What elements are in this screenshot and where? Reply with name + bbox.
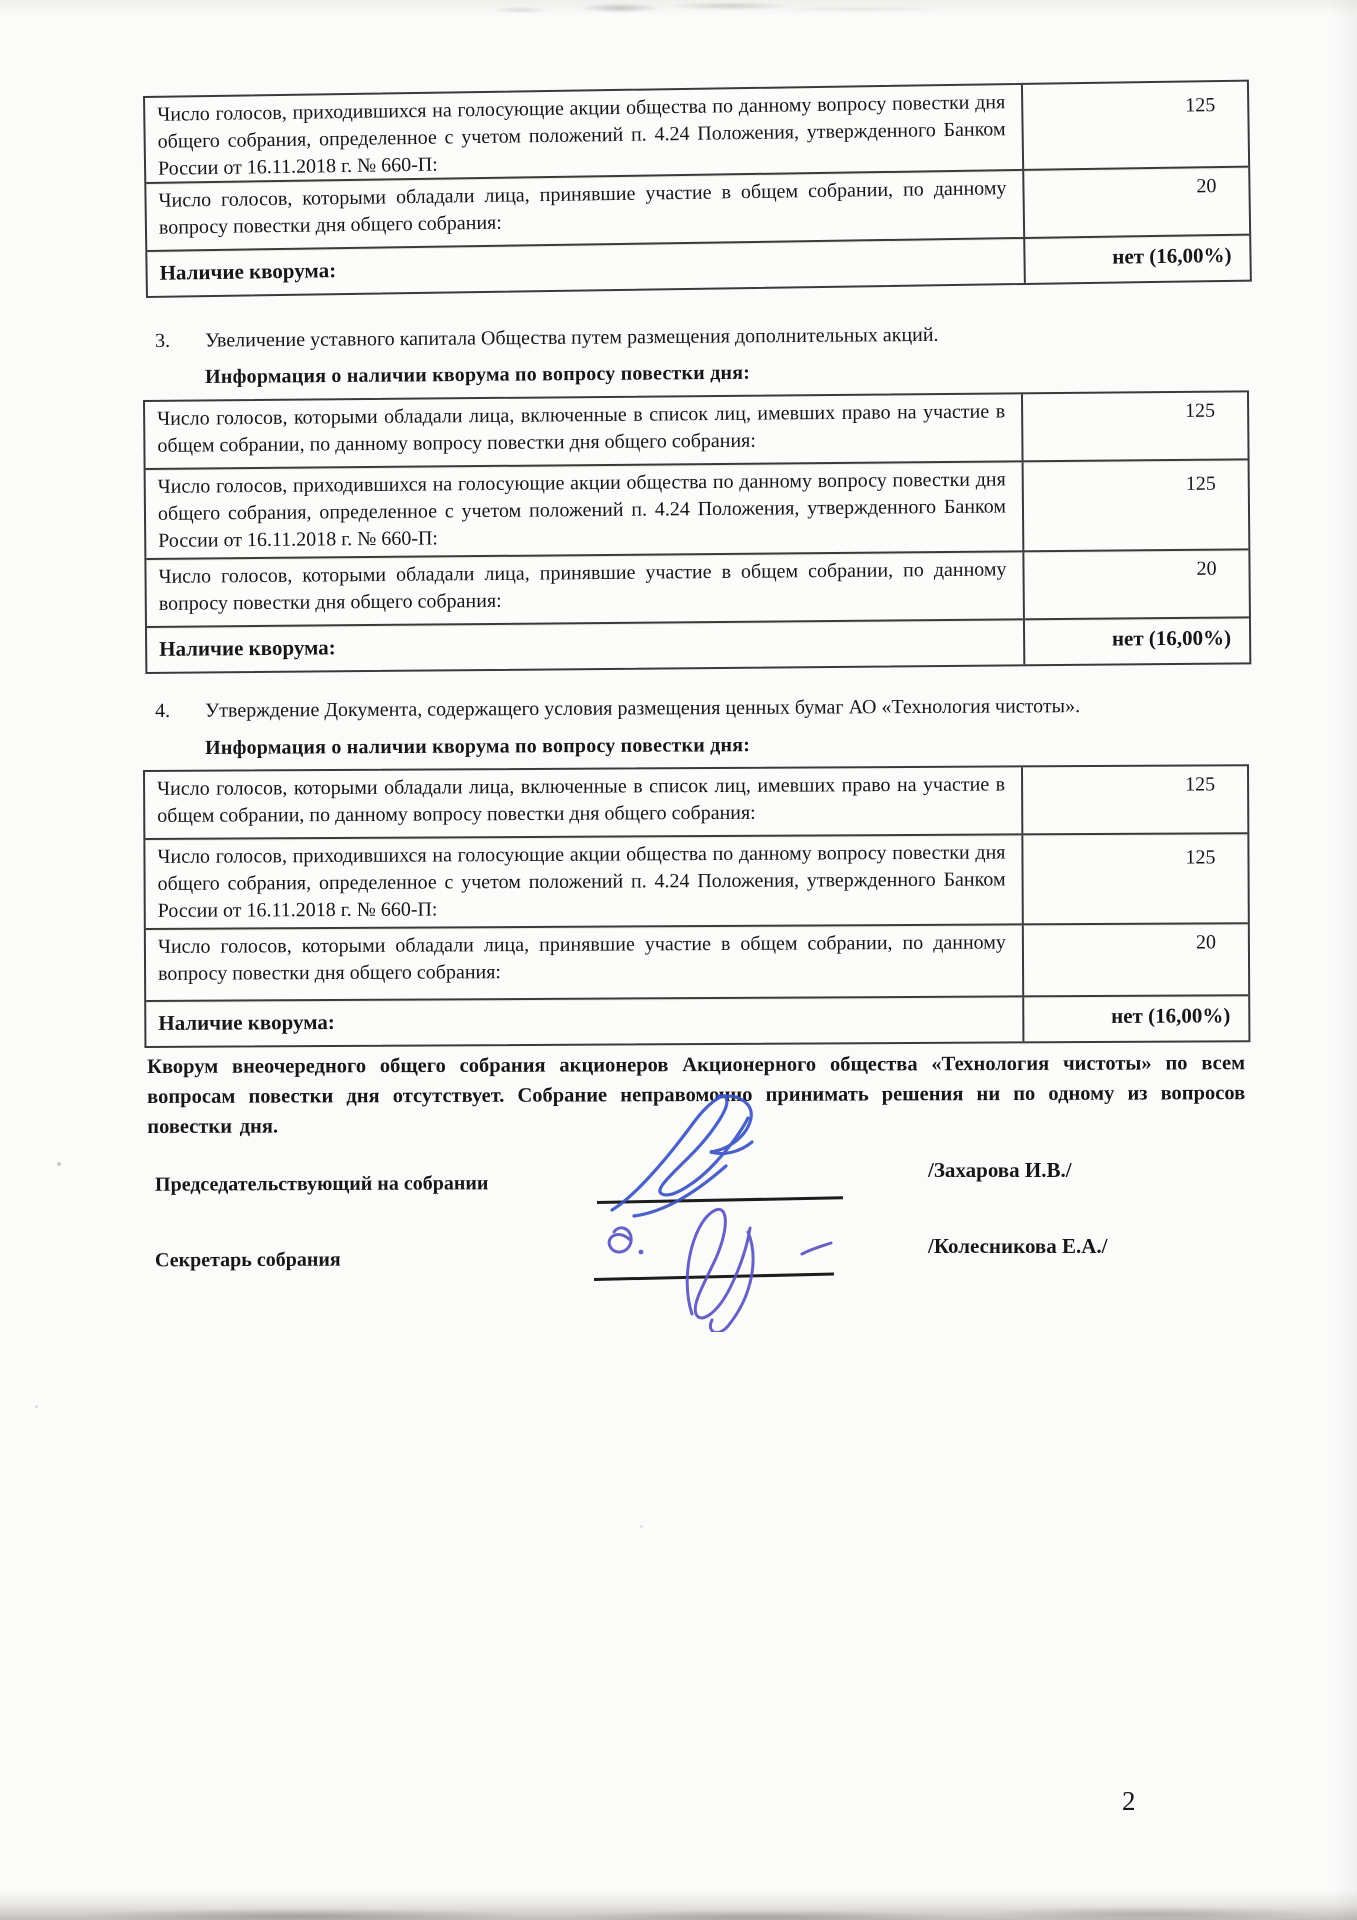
row-value: 125 <box>1021 834 1247 923</box>
row-value: 125 <box>1022 460 1249 550</box>
agenda-item-title: Утверждение Документа, содержащего условия размещения ценных бумаг АО «Технология чистоты». <box>204 695 1081 722</box>
row-value: 125 <box>1021 766 1247 833</box>
row-label: Число голосов, которыми обладали лица, принявшие участие в общем собрании, по данному вопросу повестки дня общего собрания: <box>158 558 1007 615</box>
row-label: Число голосов, которыми обладали лица, включенные в список лиц, имевших право на участие в общем собрании, по данному вопросу повестки дня общего собрания: <box>157 400 1006 457</box>
scan-noise-right-edge <box>1331 0 1357 1920</box>
table-row <box>145 82 1248 184</box>
table-row <box>146 550 1249 628</box>
row-value: нет (16,00%) <box>1023 618 1249 664</box>
row-value: 125 <box>1021 392 1248 460</box>
row-label: Число голосов, которыми обладали лица, принявшие участие в общем собрании, по данному вопросу повестки дня общего собрания: <box>157 931 1006 985</box>
row-value: нет (16,00%) <box>1023 236 1250 283</box>
agenda-item-number: 3. <box>155 329 171 352</box>
secretary-signature <box>596 1182 846 1332</box>
chair-name: /Захарова И.В./ <box>928 1158 1072 1182</box>
quorum-table-item-4 <box>143 764 1250 1048</box>
row-label: Наличие кворума: <box>158 1009 335 1035</box>
quorum-info-heading: Информация о наличии кворума по вопросу повестки дня: <box>205 734 751 759</box>
conclusion-paragraph: Кворум внеочередного общего собрания акционеров Акционерного общества «Технология чистоты» по всем вопросам повестки дня отсутствует. Собрание неправомочно принимать решения ни по одному из вопросов повестки дня. <box>147 1052 1246 1138</box>
row-label: Наличие кворума: <box>159 635 336 661</box>
table-row <box>146 460 1249 560</box>
table-row-quorum <box>146 996 1248 1046</box>
row-label: Число голосов, приходившихся на голосующие акции общества по данному вопросу повестки дня общего собрания, определенное с учетом положений п. 4.24 Положения, утвержденного Банком России от 16.11.2018 г. № 660-П: <box>157 468 1007 552</box>
row-value: 20 <box>1022 168 1249 237</box>
table-row <box>146 924 1248 1002</box>
row-label: Наличие кворума: <box>159 258 337 285</box>
scan-noise-top <box>0 0 1357 16</box>
table-row <box>145 834 1247 930</box>
agenda-item-title: Увеличение уставного капитала Общества путем размещения дополнительных акций. <box>204 323 939 352</box>
agenda-item-3 <box>155 321 1275 353</box>
quorum-table-item-3 <box>143 390 1251 674</box>
scan-noise-bottom <box>0 1890 1357 1920</box>
secretary-role-label: Секретарь собрания <box>154 1248 341 1272</box>
quorum-info-heading: Информация о наличии кворума по вопросу повестки дня: <box>205 361 751 388</box>
table-row <box>145 766 1247 840</box>
quorum-table-continuation <box>143 80 1252 298</box>
chair-role-label: Председательствующий на собрании <box>154 1172 489 1196</box>
scan-speck <box>640 1525 643 1528</box>
table-row-quorum <box>147 618 1249 672</box>
row-value: 20 <box>1022 550 1249 618</box>
row-label: Число голосов, которыми обладали лица, принявшие участие в общем собрании, по данному вопросу повестки дня общего собрания: <box>158 177 1007 239</box>
scan-speck <box>57 1162 61 1166</box>
row-value: 20 <box>1022 924 1248 995</box>
secretary-name: /Колесникова Е.А./ <box>928 1234 1108 1258</box>
table-row <box>145 392 1248 470</box>
row-value: нет (16,00%) <box>1022 996 1248 1041</box>
scan-speck <box>35 1405 38 1408</box>
page-number: 2 <box>1122 1786 1136 1816</box>
row-value: 125 <box>1021 82 1248 169</box>
row-label: Число голосов, приходившихся на голосующие акции общества по данному вопросу повестки дня общего собрания, определенное с учетом положений п. 4.24 Положения, утвержденного Банком России от 16.11.2018 г. № 660-П: <box>157 841 1006 922</box>
agenda-item-number: 4. <box>155 699 171 722</box>
agenda-item-4 <box>155 694 1275 723</box>
row-label: Число голосов, которыми обладали лица, включенные в список лиц, имевших право на участие в общем собрании, по данному вопросу повестки дня общего собрания: <box>157 773 1006 827</box>
row-label: Число голосов, приходившихся на голосующие акции общества по данному вопросу повестки дня общего собрания, определенное с учетом положений п. 4.24 Положения, утвержденного Банком России от 16.11.2018 г. № 660-П: <box>157 91 1006 180</box>
